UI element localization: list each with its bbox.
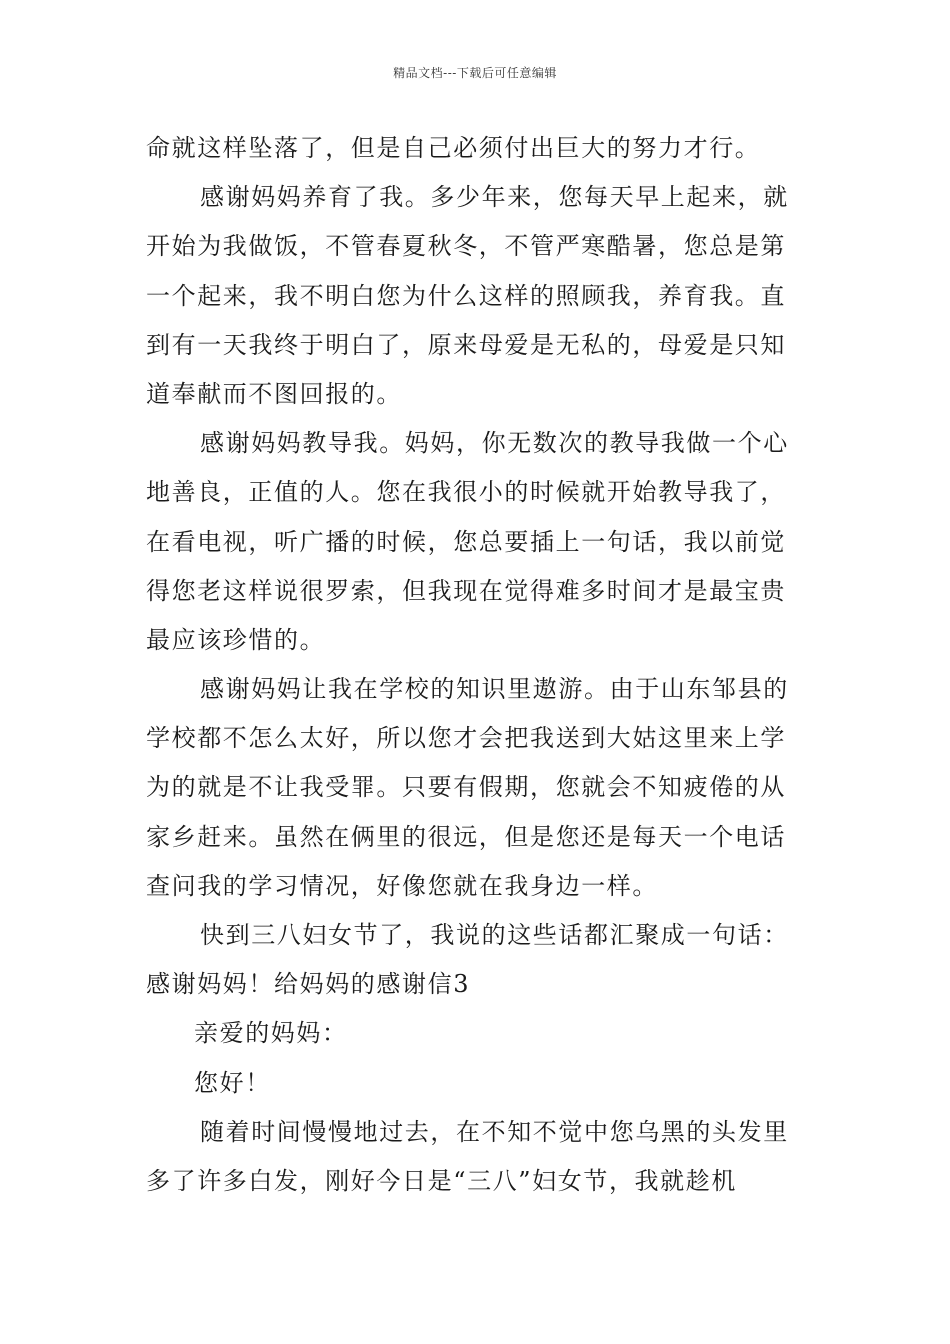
text-line: 多了许多白发，刚好今日是“三八”妇女节，我就趁机	[146, 1166, 737, 1195]
text-line: 得您老这样说很罗索，但我现在觉得难多时间才是最宝贵	[146, 576, 786, 605]
text-line: 一个起来，我不明白您为什么这样的照顾我，养育我。直	[146, 281, 786, 310]
text-line: 亲爱的妈妈：	[194, 1019, 348, 1048]
text-line: 随着时间慢慢地过去，在不知不觉中您乌黑的头发里	[200, 1117, 789, 1146]
text-line: 开始为我做饭，不管春夏秋冬，不管严寒酷暑，您总是第	[146, 232, 786, 261]
text-line: 家乡赶来。虽然在俩里的很远，但是您还是每天一个电话	[146, 822, 786, 851]
text-line: 地善良，正值的人。您在我很小的时候就开始教导我了，	[146, 478, 786, 507]
text-line: 道奉献而不图回报的。	[146, 379, 402, 408]
text-line: 感谢妈妈！给妈妈的感谢信3	[146, 970, 471, 999]
text-line: 为的就是不让我受罪。只要有假期，您就会不知疲倦的从	[146, 773, 786, 802]
document-body	[146, 124, 808, 1206]
text-line: 感谢妈妈让我在学校的知识里遨游。由于山东邹县的	[200, 675, 789, 704]
text-line: 快到三八妇女节了，我说的这些话都汇聚成一句话：	[200, 921, 789, 949]
text-line: 学校都不怎么太好，所以您才会把我送到大姑这里来上学	[146, 724, 786, 753]
text-line: 感谢妈妈养育了我。多少年来，您每天早上起来，就	[200, 183, 789, 212]
text-line: 感谢妈妈教导我。妈妈，你无数次的教导我做一个心	[200, 429, 789, 458]
text-line: 在看电视，听广播的时候，您总要插上一句话，我以前觉	[146, 527, 786, 556]
text-line: 查问我的学习情况，好像您就在我身边一样。	[146, 871, 658, 900]
text-line: 您好！	[194, 1068, 271, 1097]
text-line: 命就这样坠落了，但是自己必须付出巨大的努力才行。	[146, 134, 761, 162]
text-line: 到有一天我终于明白了，原来母爱是无私的，母爱是只知	[146, 330, 786, 359]
page-header: 精品文档---下载后可任意编辑	[393, 66, 557, 80]
text-line: 最应该珍惜的。	[146, 625, 326, 654]
